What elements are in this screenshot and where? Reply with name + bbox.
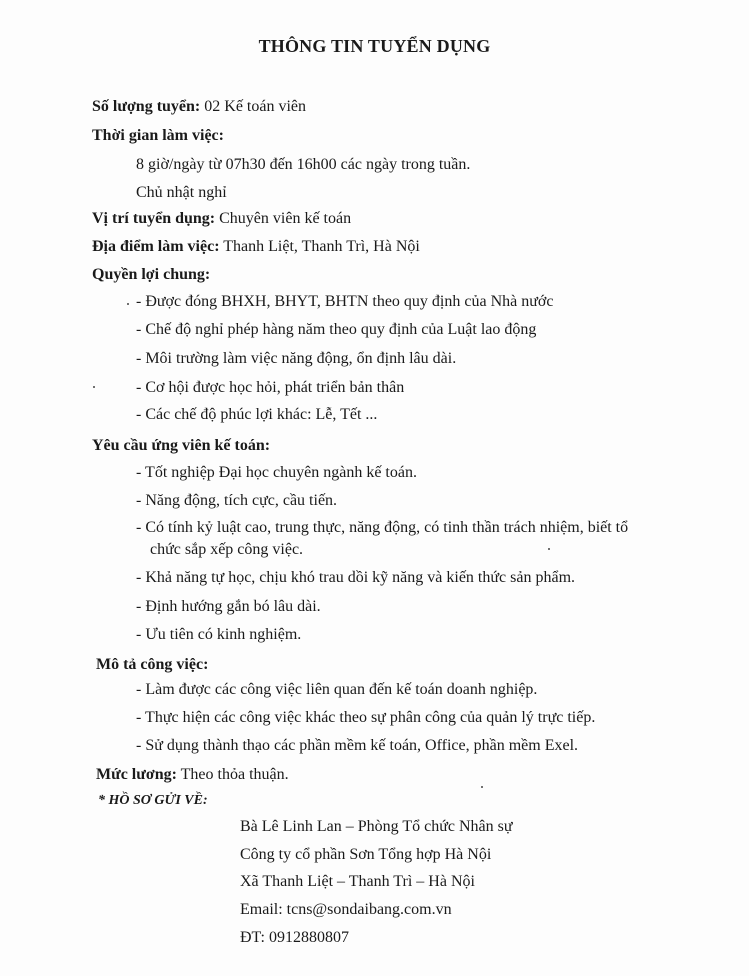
thoi-gian-line: Chủ nhật nghỉ [136,184,227,201]
scan-speck [127,303,129,305]
list-item-continuation: chức sắp xếp công việc. [150,541,304,558]
so-luong-row [92,97,306,117]
muc-luong-label: Mức lương: [96,766,177,783]
contact-address: Xã Thanh Liệt – Thanh Trì – Hà Nội [240,873,475,890]
list-item: - Môi trường làm việc năng động, ổn định lâu dài. [136,350,457,367]
list-item: - Làm được các công việc liên quan đến kế toán doanh nghiệp. [136,681,538,698]
list-item: - Năng động, tích cực, cầu tiến. [136,492,338,509]
thoi-gian-label: Thời gian làm việc: [92,127,224,144]
list-item: - Sử dụng thành thạo các phần mềm kế toán, Office, phần mềm Exel. [136,737,579,754]
list-item: - Chế độ nghỉ phép hàng năm theo quy định của Luật lao động [136,321,537,338]
so-luong-value: 02 Kế toán viên [204,98,307,115]
list-item: - Định hướng gắn bó lâu dài. [136,598,321,615]
list-item: - Các chế độ phúc lợi khác: Lễ, Tết ... [136,406,378,423]
list-item: - Cơ hội được học hỏi, phát triển bản thân [136,379,405,396]
dia-diem-value: Thanh Liệt, Thanh Trì, Hà Nội [223,238,420,255]
list-item: - Thực hiện các công việc khác theo sự phân công của quản lý trực tiếp. [136,709,596,726]
contact-phone: ĐT: 0912880807 [240,929,349,946]
yeu-cau-label: Yêu cầu ứng viên kế toán: [92,437,271,454]
scan-speck [481,786,483,788]
list-item: - Được đóng BHXH, BHYT, BHTN theo quy định của Nhà nước [136,293,554,310]
list-item: - Có tính kỷ luật cao, trung thực, năng động, có tinh thần trách nhiệm, biết tổ [136,519,629,536]
dia-diem-row [92,237,420,257]
scan-speck [93,386,95,388]
quyen-loi-label: Quyền lợi chung: [92,266,211,283]
contact-company: Công ty cổ phần Sơn Tổng hợp Hà Nội [240,846,492,863]
list-item: - Khả năng tự học, chịu khó trau dồi kỹ năng và kiến thức sản phẩm. [136,569,576,586]
vi-tri-value: Chuyên viên kế toán [219,210,352,227]
contact-name: Bà Lê Linh Lan – Phòng Tổ chức Nhân sự [240,818,513,835]
muc-luong-row [96,765,289,785]
ho-so-label: * HỒ SƠ GỬI VỀ: [98,793,208,808]
list-item: - Tốt nghiệp Đại học chuyên ngành kế toán. [136,464,417,481]
list-item: - Ưu tiên có kinh nghiệm. [136,626,302,643]
vi-tri-label: Vị trí tuyển dụng: [92,210,216,227]
page-title: THÔNG TIN TUYỂN DỤNG [258,36,491,56]
mo-ta-label: Mô tả công việc: [96,656,209,673]
contact-email: Email: tcns@sondaibang.com.vn [240,901,452,918]
dia-diem-label: Địa điểm làm việc: [92,238,220,255]
vi-tri-row [92,209,351,229]
so-luong-label: Số lượng tuyển: [92,98,201,115]
scan-speck [548,548,550,550]
thoi-gian-line: 8 giờ/ngày từ 07h30 đến 16h00 các ngày trong tuần. [136,156,471,173]
muc-luong-value: Theo thỏa thuận. [180,766,289,783]
